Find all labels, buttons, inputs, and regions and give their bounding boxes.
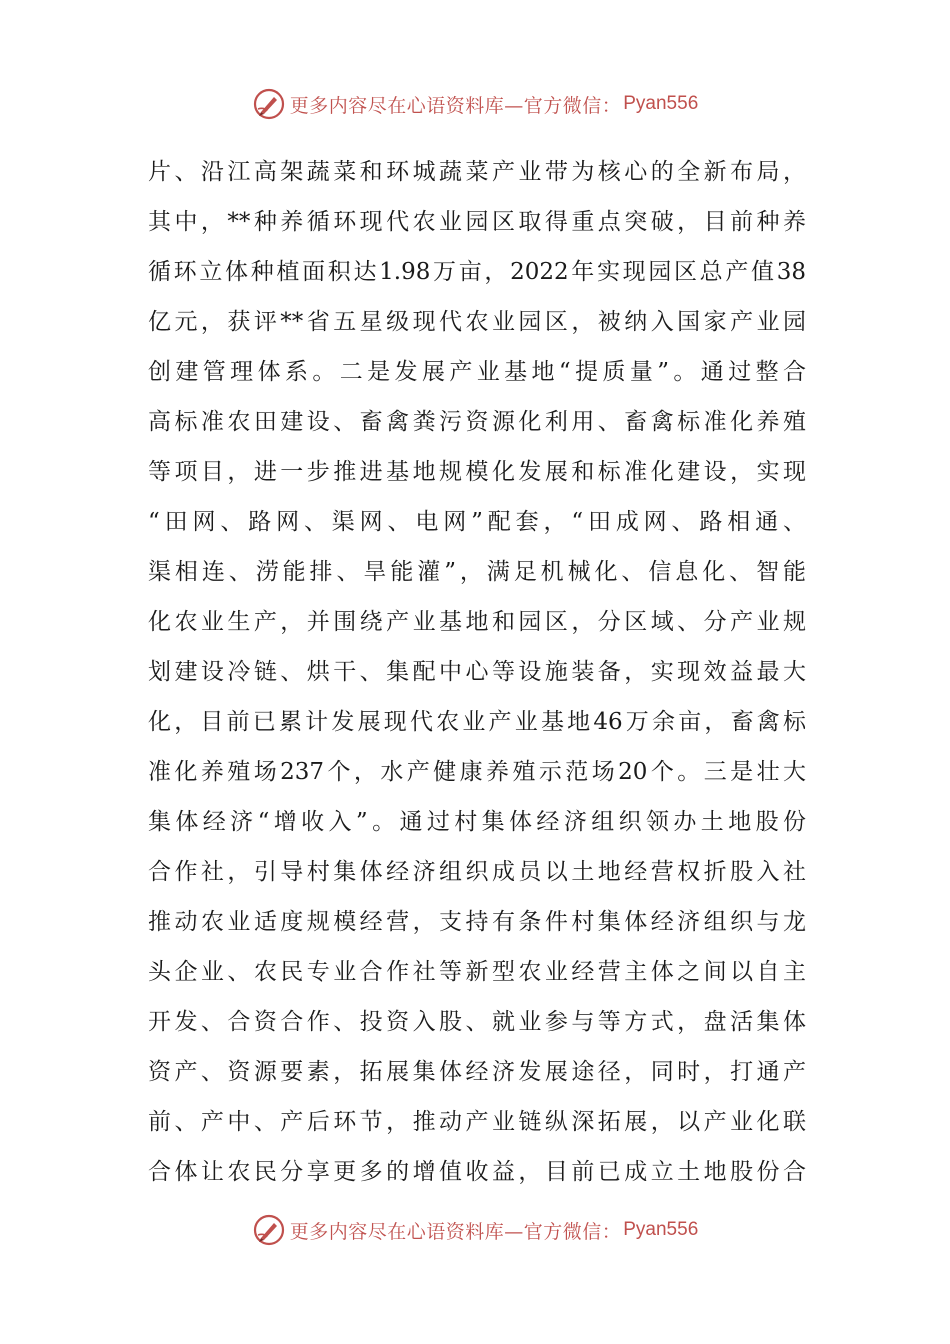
- body-line: 推动农业适度规模经营，支持有条件村集体经济组织与龙: [148, 909, 806, 935]
- footer-watermark: [0, 1208, 950, 1252]
- body-line: 循环立体种植面积达1.98万亩，2022年实现园区总产值38: [148, 259, 806, 285]
- body-line: 头企业、农民专业合作社等新型农业经营主体之间以自主: [148, 959, 806, 985]
- body-line: 创建管理体系。二是发展产业基地“提质量”。通过整合: [148, 359, 806, 385]
- body-line: 其中，**种养循环现代农业园区取得重点突破，目前种养: [148, 209, 806, 235]
- body-line: 化，目前已累计发展现代农业产业基地46万余亩，畜禽标: [148, 709, 806, 735]
- body-line: 片、沿江高架蔬菜和环城蔬菜产业带为核心的全新布局，: [148, 159, 806, 185]
- watermark-id: Pyan556: [623, 93, 699, 114]
- body-line: 合体让农民分享更多的增值收益，目前已成立土地股份合: [148, 1159, 806, 1185]
- body-line: 开发、合资合作、投资入股、就业参与等方式，盘活集体: [148, 1009, 806, 1035]
- pen-logo-icon: [252, 87, 286, 121]
- body-line: 前、产中、产后环节，推动产业链纵深拓展，以产业化联: [148, 1109, 806, 1135]
- body-line: 亿元，获评**省五星级现代农业园区，被纳入国家产业园: [148, 309, 806, 335]
- body-line: 准化养殖场237个，水产健康养殖示范场20个。三是壮大: [148, 759, 806, 785]
- body-line: 划建设冷链、烘干、集配中心等设施装备，实现效益最大: [148, 659, 806, 685]
- watermark-id: Pyan556: [623, 1219, 699, 1240]
- body-line: 资产、资源要素，拓展集体经济发展途径，同时，打通产: [148, 1059, 806, 1085]
- watermark-text: 更多内容尽在心语资料库—官方微信：: [289, 1220, 622, 1243]
- body-line: 集体经济“增收入”。通过村集体经济组织领办土地股份: [148, 809, 806, 835]
- watermark-text: 更多内容尽在心语资料库—官方微信：: [289, 94, 622, 117]
- body-line: 渠相连、涝能排、旱能灌”，满足机械化、信息化、智能: [148, 559, 806, 585]
- body-line: 等项目，进一步推进基地规模化发展和标准化建设，实现: [148, 459, 806, 485]
- body-line: 化农业生产，并围绕产业基地和园区，分区域、分产业规: [148, 609, 806, 635]
- body-line: “田网、路网、渠网、电网”配套，“田成网、路相通、: [148, 509, 806, 535]
- document-body: [148, 150, 808, 1200]
- body-line: 合作社，引导村集体经济组织成员以土地经营权折股入社: [148, 859, 806, 885]
- body-line: 高标准农田建设、畜禽粪污资源化利用、畜禽标准化养殖: [148, 409, 806, 435]
- header-watermark: [0, 82, 950, 126]
- pen-logo-icon: [252, 1213, 286, 1247]
